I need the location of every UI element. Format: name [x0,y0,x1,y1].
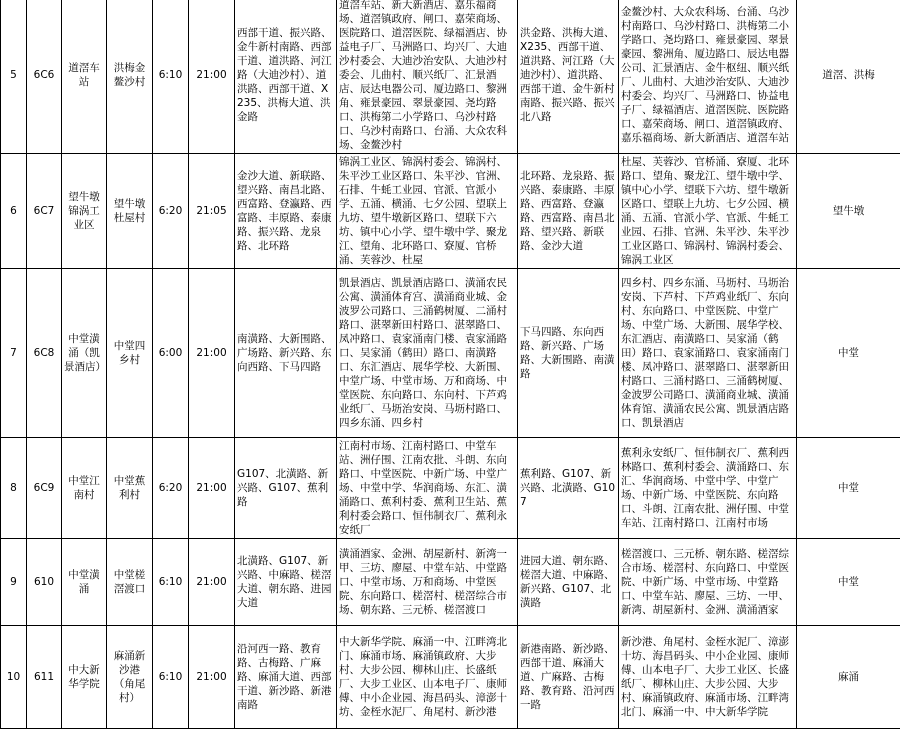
route-code-cell: 611 [27,626,62,729]
return-roads-cell: 北环路、龙泉路、振兴路、泰康路、丰原路、西富路、登瀛路、西富路、南昌北路、望兴路、新联路、金沙大道 [518,154,619,269]
end-terminal-cell: 中堂四乡村 [107,269,153,438]
table-row [1,438,900,539]
table-row [1,154,900,269]
first-departure-cell: 6:10 [153,626,189,729]
first-departure-cell: 6:20 [153,154,189,269]
first-departure-cell: 6:10 [153,539,189,626]
outbound-stops-cell: 中大新华学院、麻涌一中、江畔湾北门、麻涌市场、麻涌镇政府、大步村、大步公园、柳林山庄、长盛纸厂、大步工业区、山本电子厂、康师傅、中小企业园、海昌码头、漳澎十坊、金桎水泥厂、角尾村、新沙港 [337,626,518,729]
route-code-cell: 610 [27,539,62,626]
outbound-stops-cell: 道滘车站、新大新酒店、嘉乐福商场、道滘镇政府、闸口、嘉荣商场、医院路口、道滘医院、绿福酒店、协益电子厂、马洲路口、均兴厂、大迪沙村委会、大迪沙治安队、大迪沙村委会、儿曲村、顺兴纸厂、汇景酒店、辰达电器公司、厦边路口、黎洲角、雍景豪园、翠景豪园、尧均路口、洪梅第二小学路口、乌沙村路口、乌沙村南路口、台涌、大众农科场、金鳌沙村 [337,0,518,154]
route-number-cell: 7 [1,269,27,438]
service-area-cell: 望牛墩 [797,154,900,269]
end-terminal-cell: 中堂槎滘渡口 [107,539,153,626]
end-terminal-cell: 洪梅金鳌沙村 [107,0,153,154]
last-departure-cell: 21:00 [189,438,235,539]
last-departure-cell: 21:00 [189,269,235,438]
start-terminal-cell: 中堂潢涌（凯景酒店） [62,269,107,438]
service-area-cell: 中堂 [797,438,900,539]
route-code-cell: 6C8 [27,269,62,438]
route-code-cell: 6C6 [27,0,62,154]
table-row [1,269,900,438]
return-stops-cell: 新沙港、角尾村、金桎水泥厂、漳澎十坊、海昌码头、中小企业园、康师傅、山本电子厂、大步工业区、长盛纸厂、柳林山庄、大步公园、大步村、麻涌镇政府、麻涌市场、江畔湾北门、麻涌一中、中大新华学院 [619,626,797,729]
outbound-roads-cell: G107、北潢路、新兴路、G107、蕉利路 [235,438,337,539]
end-terminal-cell: 中堂蕉利村 [107,438,153,539]
return-roads-cell: 洪金路、洪梅大道、X235、西部干道、道洪路、河江路（大迪沙村）、道洪路、西部干道、金牛新村南路、振兴路、振兴北八路 [518,0,619,154]
outbound-roads-cell: 西部干道、振兴路、金牛新村南路、西部干道、道洪路、河江路（大迪沙村）、道洪路、西部干道、X235、洪梅大道、洪金路 [235,0,337,154]
start-terminal-cell: 望牛墩锦涡工业区 [62,154,107,269]
return-stops-cell: 蕉利永安纸厂、恒伟制衣厂、蕉利西林路口、蕉利村委会、潢涌路口、东汇、华润商场、中堂中学、中堂广场、中新广场、中堂医院、东向路口、斗朗、江南农批、洲仔围、中堂车站、江南村路口、江南村市场 [619,438,797,539]
return-stops-cell: 金鳌沙村、大众农科场、台涌、乌沙村南路口、乌沙村路口、洪梅第二小学路口、尧均路口、雍景豪园、翠景豪园、黎洲角、厦边路口、辰达电器公司、汇景酒店、金牛枢纽、顺兴纸厂、儿曲村、大迪沙治安队、大迪沙村委会、均兴厂、马洲路口、协益电子厂、绿福酒店、道滘医院、医院路口、嘉荣商场、闸口、道滘镇政府、嘉乐福商场、新大新酒店、道滘车站 [619,0,797,154]
outbound-roads-cell: 金沙大道、新联路、望兴路、南昌北路、西富路、登瀛路、西富路、丰原路、泰康路、振兴路、龙泉路、北环路 [235,154,337,269]
table-row [1,0,900,154]
last-departure-cell: 21:00 [189,539,235,626]
last-departure-cell: 21:05 [189,154,235,269]
end-terminal-cell: 望牛墩杜屋村 [107,154,153,269]
route-code-cell: 6C7 [27,154,62,269]
first-departure-cell: 6:00 [153,269,189,438]
route-number-cell: 8 [1,438,27,539]
start-terminal-cell: 中堂潢涌 [62,539,107,626]
start-terminal-cell: 道滘车站 [62,0,107,154]
outbound-roads-cell: 北潢路、G107、新兴路、中麻路、槎滘大道、朝东路、进园大道 [235,539,337,626]
return-stops-cell: 槎滘渡口、三元桥、朝东路、槎滘综合市场、槎滘村、东向路口、中堂医院、中新广场、中堂市场、中堂路口、中堂车站、廖屋、三坊、一甲、新湾、胡屋新村、金洲、潢涌酒家 [619,539,797,626]
table-row [1,626,900,729]
service-area-cell: 道滘、洪梅 [797,0,900,154]
outbound-roads-cell: 南潢路、大新围路、广场路、新兴路、东向西路、下马四路 [235,269,337,438]
return-roads-cell: 蕉利路、G107、新兴路、北潢路、G107 [518,438,619,539]
service-area-cell: 中堂 [797,539,900,626]
service-area-cell: 麻涌 [797,626,900,729]
first-departure-cell: 6:10 [153,0,189,154]
end-terminal-cell: 麻涌新沙港（角尾村） [107,626,153,729]
service-area-cell: 中堂 [797,269,900,438]
return-roads-cell: 进园大道、朝东路、槎滘大道、中麻路、新兴路、G107、北潢路 [518,539,619,626]
last-departure-cell: 21:00 [189,626,235,729]
route-number-cell: 5 [1,0,27,154]
return-roads-cell: 新港南路、新沙路、西部干道、麻涌大道、广麻路、古梅路、教育路、沿河西一路 [518,626,619,729]
route-number-cell: 9 [1,539,27,626]
start-terminal-cell: 中堂江南村 [62,438,107,539]
first-departure-cell: 6:20 [153,438,189,539]
table-row [1,539,900,626]
route-number-cell: 6 [1,154,27,269]
route-code-cell: 6C9 [27,438,62,539]
return-roads-cell: 下马四路、东向西路、新兴路、广场路、大新围路、南潢路 [518,269,619,438]
last-departure-cell: 21:00 [189,0,235,154]
outbound-stops-cell: 江南村市场、江南村路口、中堂车站、洲仔围、江南农批、斗朗、东向路口、中堂医院、中新广场、中堂广场、中堂中学、华润商场、东汇、潢涌路口、蕉利村委、蕉利卫生站、蕉利村委会路口、恒伟制衣厂、蕉利永安纸厂 [337,438,518,539]
return-stops-cell: 杜屋、芙蓉沙、官桥涌、寮厦、北环路口、望角、聚龙江、望牛墩中学、镇中心小学、望联下六坊、望牛墩新区路口、望联上九坊、七夕公园、横涌、五涌、官派小学、官派、牛蚝工业园、石排、官洲、朱平沙、朱平沙工业区路口、锦涡村、锦涡村委会、锦涡工业区 [619,154,797,269]
start-terminal-cell: 中大新华学院 [62,626,107,729]
outbound-stops-cell: 潢涌酒家、金洲、胡屋新村、新湾一甲、三坊、廖屋、中堂车站、中堂路口、中堂市场、万和商场、中堂医院、东向路口、槎滘村、槎滘综合市场、朝东路、三元桥、槎滘渡口 [337,539,518,626]
outbound-stops-cell: 锦涡工业区、锦涡村委会、锦涡村、朱平沙工业区路口、朱平沙、官洲、石排、牛蚝工业园、官派、官派小学、五涌、横涌、七夕公园、望联上九坊、望牛墩新区路口、望联下六坊、镇中心小学、望牛墩中学、聚龙江、望角、北环路口、寮厦、官桥涌、芙蓉沙、杜屋 [337,154,518,269]
route-number-cell: 10 [1,626,27,729]
outbound-stops-cell: 凯景酒店、凯景酒店路口、潢涌农民公寓、潢涌体育宫、潢涌商业城、金波罗公司路口、三涌鹤树厦、二涌村路口、湛翠新田村路口、湛翠路口、凤冲路口、袁家涌南门楼、袁家涌路口、吴家涌（鹤田）路口、南潢路口、东汇酒店、展华学校、大新围、中堂广场、中堂市场、万和商场、中堂医院、东向路口、东向村、下芦鸡业纸厂、马坜治安岗、马坜村路口、四乡东涌、四乡村 [337,269,518,438]
outbound-roads-cell: 沿河西一路、教育路、古梅路、广麻路、麻涌大道、西部干道、新沙路、新港南路 [235,626,337,729]
return-stops-cell: 四乡村、四乡东涌、马坜村、马坜治安岗、下芦村、下芦鸡业纸厂、东向村、东向路口、中堂医院、中堂广场、中堂广场、大新围、展华学校、东汇酒店、南潢路口、吴家涌（鹤田）路口、袁家涌路口、袁家涌南门楼、凤冲路口、湛翠路口、湛翠新田村路口、三涌村路口、三涌鹤树厦、金波罗公司路口、潢涌商业城、潢涌体育馆、潢涌农民公寓、凯景酒店路口、凯景酒店 [619,269,797,438]
